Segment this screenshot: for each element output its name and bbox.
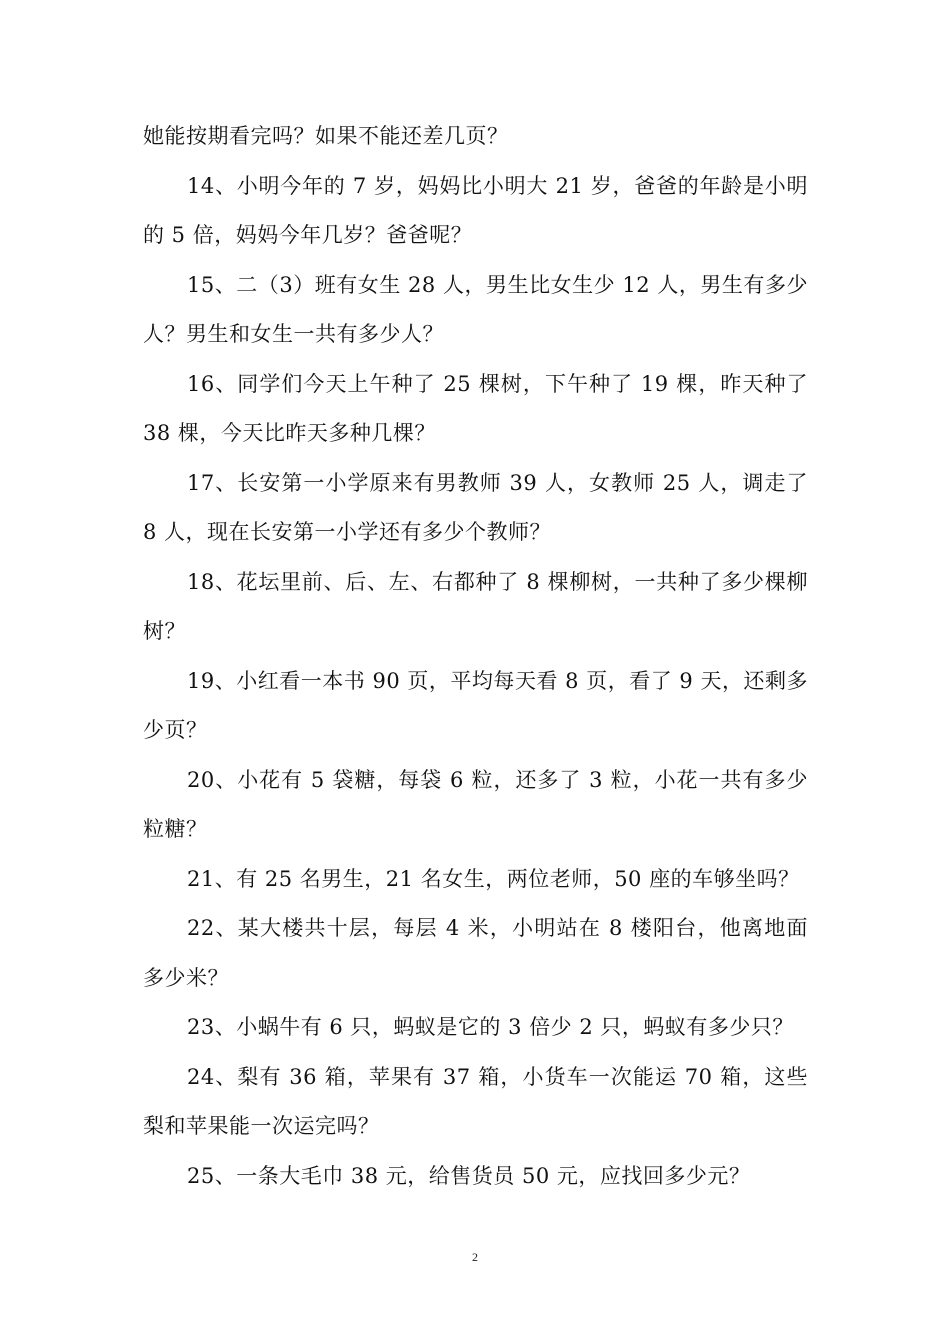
question-19: 19、小红看一本书 90 页，平均每天看 8 页，看了 9 天，还剩多少页？: [143, 668, 808, 742]
question-23: 23、小蜗牛有 6 只，蚂蚁是它的 3 倍少 2 只，蚂蚁有多少只？: [187, 1015, 794, 1039]
document-body: [143, 112, 808, 1201]
page-number: 2: [472, 1250, 478, 1264]
question-24: 24、梨有 36 箱，苹果有 37 箱，小货车一次能运 70 箱，这些梨和苹果能一次运完吗？: [143, 1064, 808, 1138]
question-21: 21、有 25 名男生，21 名女生，两位老师，50 座的车够坐吗？: [187, 866, 800, 891]
question-25: 25、一条大毛巾 38 元，给售货员 50 元，应找回多少元？: [187, 1163, 751, 1188]
question-18: 18、花坛里前、后、左、右都种了 8 棵柳树，一共种了多少棵柳树？: [143, 569, 808, 643]
question-20: 20、小花有 5 袋糖，每袋 6 粒，还多了 3 粒，小花一共有多少粒糖？: [143, 767, 808, 841]
paragraph-continuation: 她能按期看完吗？如果不能还差几页？: [143, 124, 509, 148]
question-14: 14、小明今年的 7 岁，妈妈比小明大 21 岁，爸爸的年龄是小明的 5 倍，妈妈今年几岁？爸爸呢？: [143, 173, 808, 247]
question-16: 16、同学们今天上午种了 25 棵树，下午种了 19 棵，昨天种了 38 棵，今天比昨天多种几棵？: [143, 371, 808, 445]
question-22: 22、某大楼共十层，每层 4 米，小明站在 8 楼阳台，他离地面多少米？: [143, 916, 808, 990]
question-15: 15、二（3）班有女生 28 人，男生比女生少 12 人，男生有多少人？男生和女生一共有多少人？: [143, 272, 808, 346]
question-17: 17、长安第一小学原来有男教师 39 人，女教师 25 人，调走了 8 人，现在长安第一小学还有多少个教师？: [143, 470, 808, 544]
